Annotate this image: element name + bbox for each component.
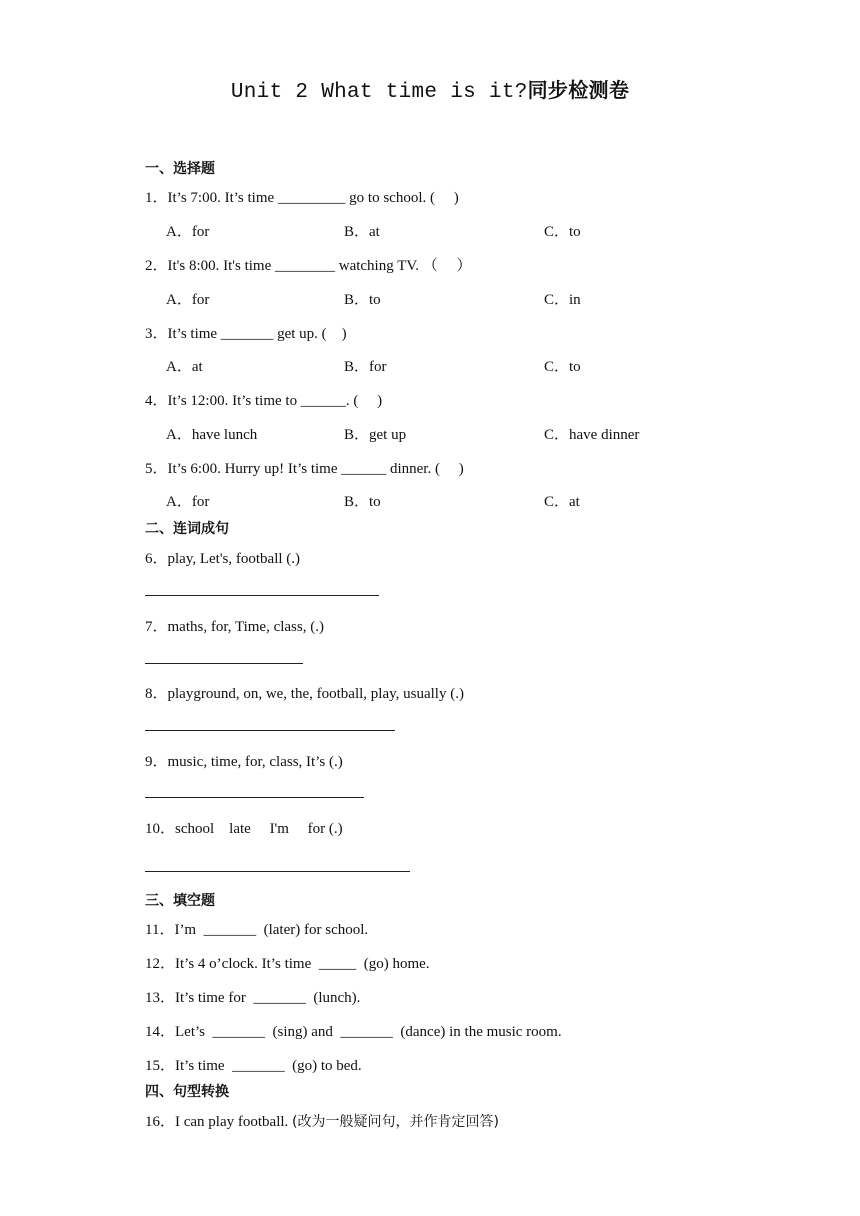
title-english: Unit 2 What time is it?	[230, 81, 528, 104]
answer-line-8	[145, 730, 395, 731]
option-3b: B．for	[344, 359, 387, 375]
section-heading-fill-in: 三、填空题	[145, 893, 215, 909]
section-heading-word-order: 二、连词成句	[145, 521, 229, 537]
question-15: 15．It’s time _______ (go) to bed.	[145, 1058, 362, 1074]
option-1a: A．for	[166, 224, 210, 240]
section-heading-choice: 一、选择题	[145, 161, 215, 177]
question-8: 8．playground, on, we, the, football, play, usually (.)	[145, 686, 464, 702]
question-6: 6．play, Let's, football (.)	[145, 551, 301, 567]
question-4: 4．It’s 12:00. It’s time to ______. ( )	[145, 393, 383, 409]
option-5a: A．for	[166, 494, 210, 510]
page-title	[0, 74, 860, 104]
option-4a: A．have lunch	[166, 427, 258, 443]
answer-line-6	[145, 595, 379, 596]
question-16-instruction: (改为一般疑问句，并作肯定回答)	[292, 1114, 499, 1130]
option-4b: B．get up	[344, 427, 407, 443]
option-3c: C．to	[544, 359, 581, 375]
option-1b: B．at	[344, 224, 380, 240]
option-3a: A．at	[166, 359, 203, 375]
option-2b: B．to	[344, 292, 381, 308]
title-chinese: 同步检测卷	[527, 78, 630, 102]
option-5c: C．at	[544, 494, 580, 510]
question-12: 12．It’s 4 o’clock. It’s time _____ (go) home.	[145, 956, 430, 972]
answer-line-7	[145, 663, 303, 664]
option-4c: C．have dinner	[544, 427, 640, 443]
question-10: 10．school late I'm for (.)	[145, 821, 343, 837]
question-1: 1．It’s 7:00. It’s time _________ go to school. ( )	[145, 190, 459, 206]
answer-line-9	[145, 797, 364, 798]
question-11: 11．I’m _______ (later) for school.	[145, 922, 369, 938]
option-1c: C．to	[544, 224, 581, 240]
question-9: 9．music, time, for, class, It’s (.)	[145, 754, 343, 770]
question-7: 7．maths, for, Time, class, (.)	[145, 619, 324, 635]
answer-line-10	[145, 871, 410, 872]
option-2c: C．in	[544, 292, 581, 308]
section-heading-transform: 四、句型转换	[145, 1084, 229, 1100]
question-5: 5．It’s 6:00. Hurry up! It’s time ______ dinner. ( )	[145, 461, 464, 477]
option-5b: B．to	[344, 494, 381, 510]
question-13: 13．It’s time for _______ (lunch).	[145, 990, 361, 1006]
question-16-text: 16．I can play football.	[145, 1114, 293, 1130]
question-3: 3．It’s time _______ get up. ( )	[145, 326, 347, 342]
question-2: 2．It's 8:00. It's time ________ watching TV. （ ）	[145, 258, 472, 274]
option-2a: A．for	[166, 292, 210, 308]
question-14: 14．Let’s _______ (sing) and _______ (dance) in the music room.	[145, 1024, 562, 1040]
question-16	[145, 1110, 499, 1131]
